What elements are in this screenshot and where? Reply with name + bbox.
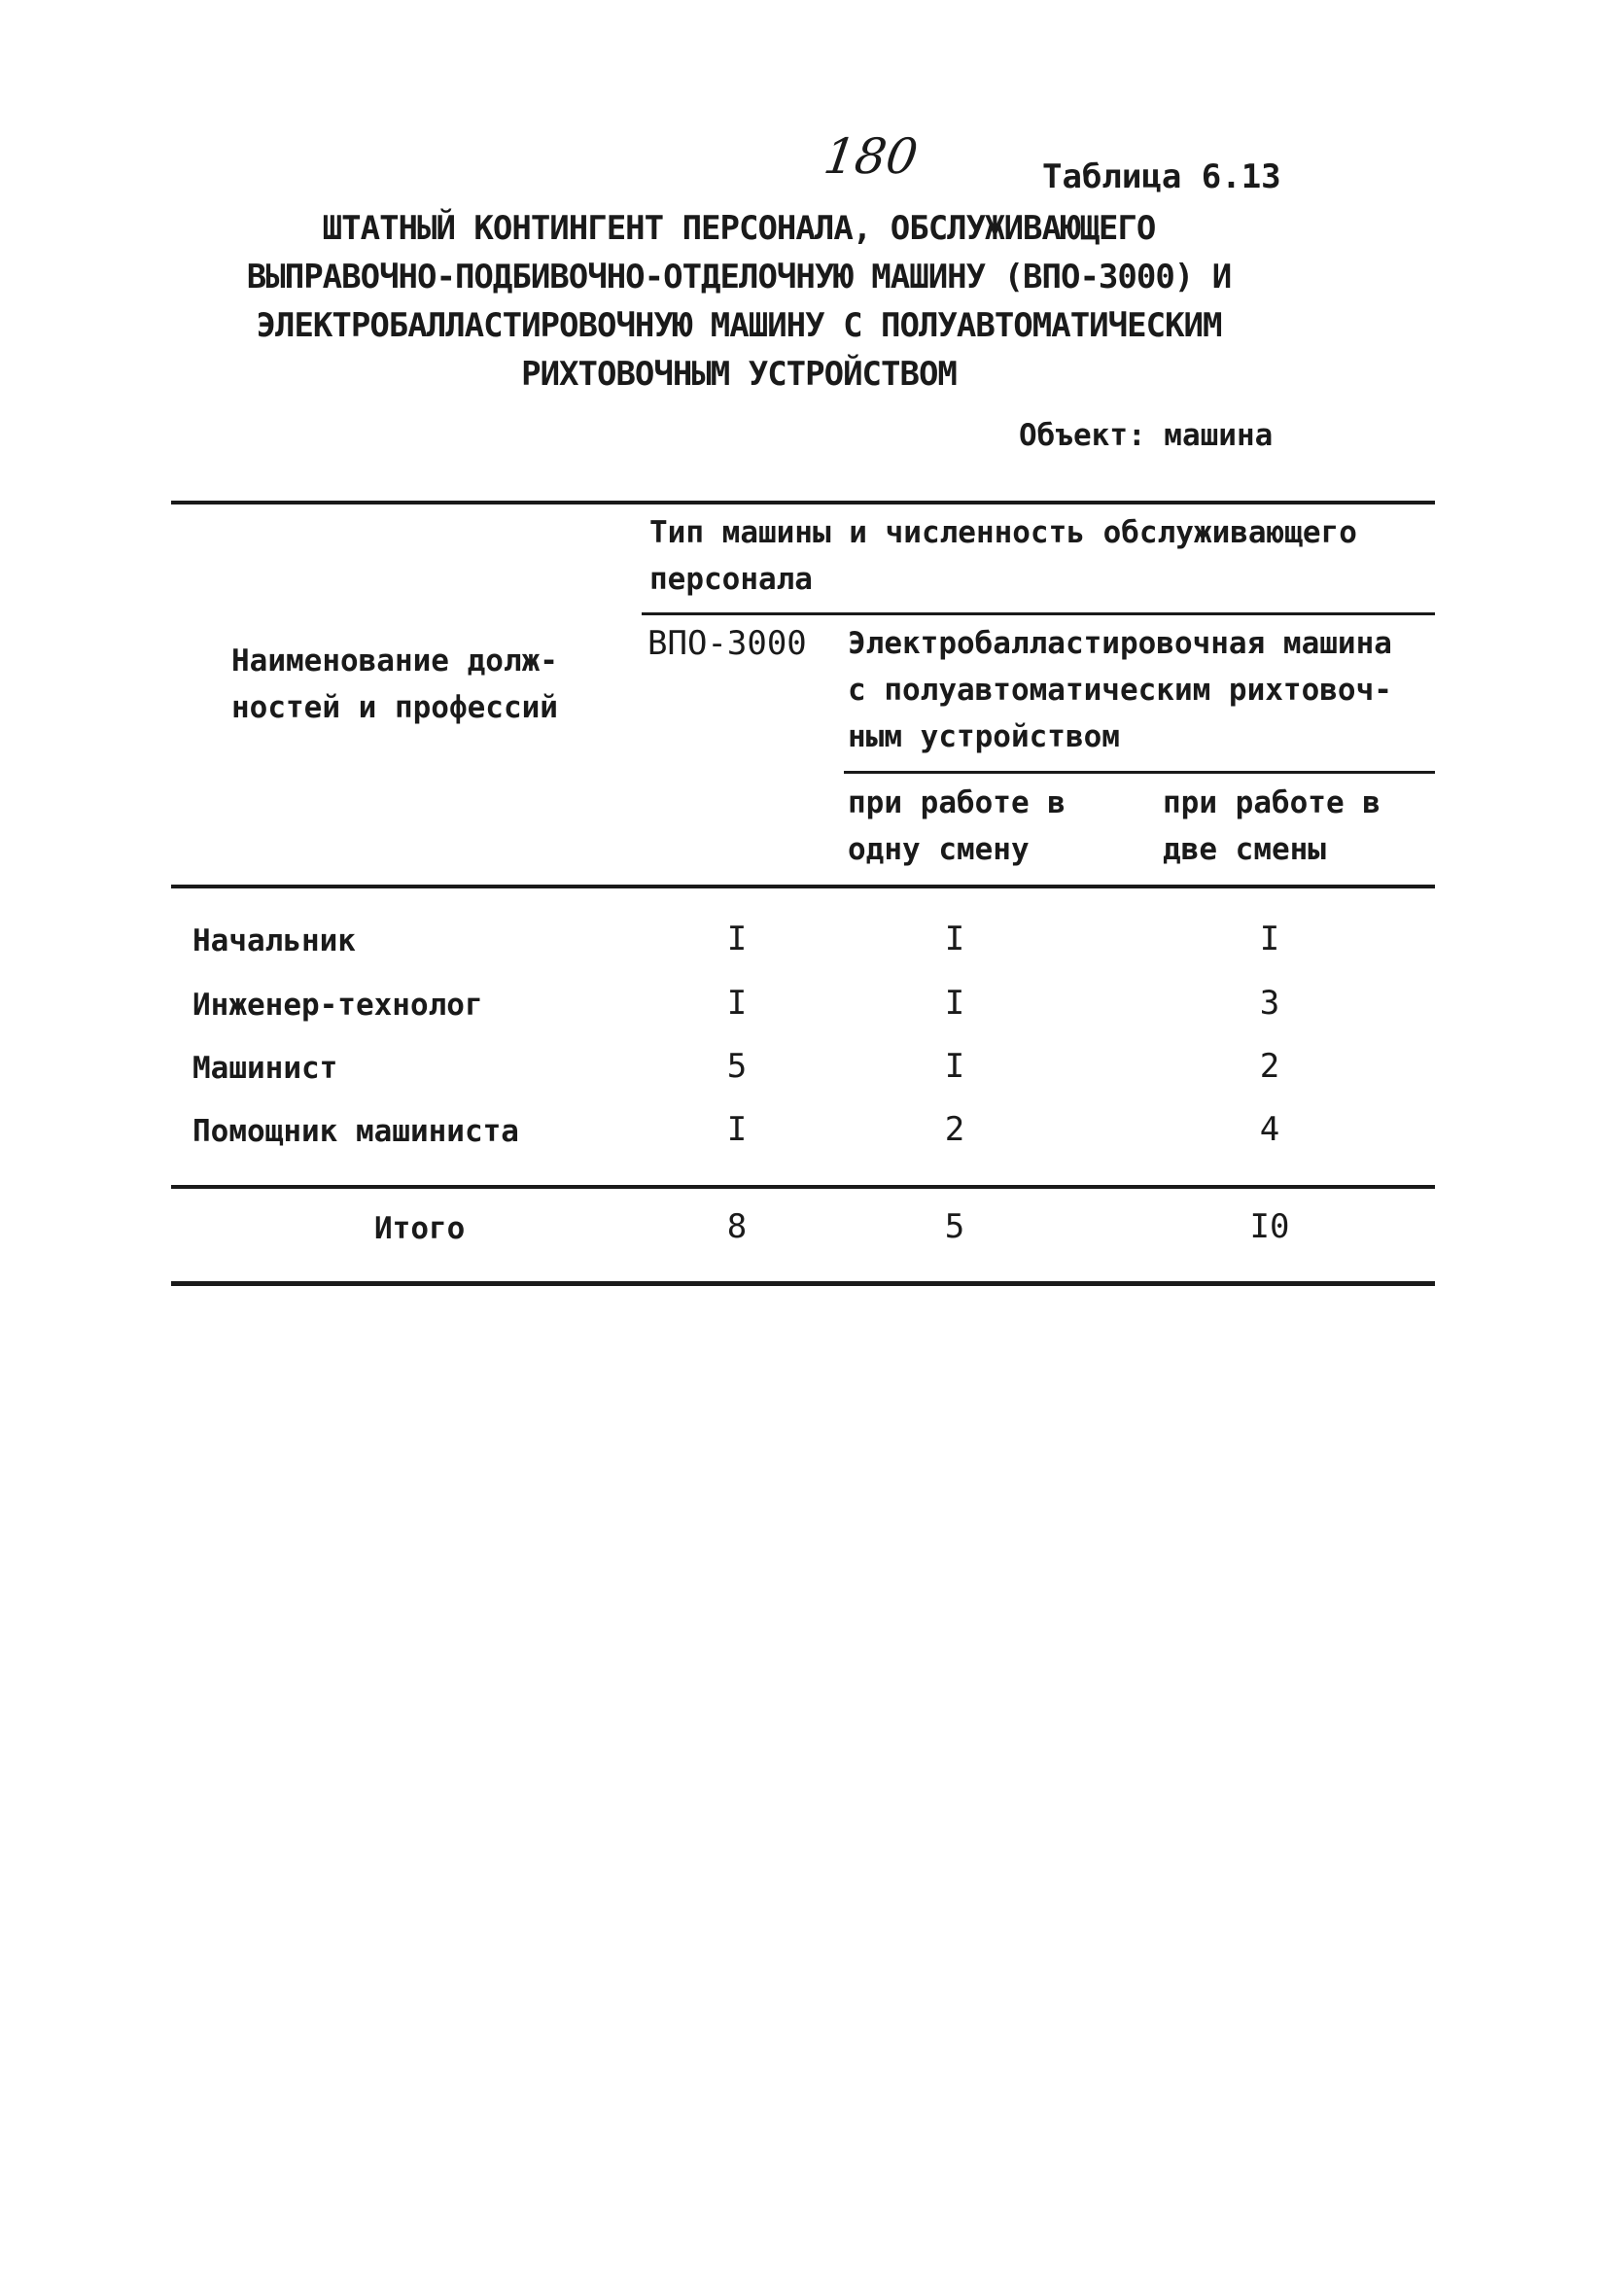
row-one-shift-count: I (944, 1047, 965, 1086)
total-two-shifts-count: I0 (1249, 1207, 1290, 1246)
row-vpo-count: I (726, 984, 748, 1023)
header-two-shifts (1163, 780, 1381, 873)
header-text-line: ностей и профессий (231, 690, 558, 725)
row-vpo-count: I (726, 1110, 748, 1149)
header-bottom-rule (171, 885, 1435, 888)
header-positions-label (231, 638, 558, 731)
total-top-rule (171, 1185, 1435, 1189)
total-vpo-count: 8 (726, 1207, 748, 1246)
header-text-line: Тип машины и численность обслуживающего (649, 515, 1357, 550)
title-line: ШТАТНЫЙ КОНТИНГЕНТ ПЕРСОНАЛА, ОБСЛУЖИВАЮЩЕГО (322, 209, 1156, 248)
header-text-line: при работе в (1163, 785, 1381, 820)
header-text-line: две смены (1163, 832, 1326, 867)
total-label: Итого (374, 1211, 466, 1246)
row-two-shifts-count: 2 (1259, 1047, 1280, 1086)
title-line: РИХТОВОЧНЫМ УСТРОЙСТВОМ (521, 355, 957, 394)
row-position-name: Начальник (192, 923, 356, 958)
header-vpo: ВПО-3000 (647, 624, 807, 663)
header-text-line: при работе в (848, 785, 1066, 820)
header-machine-type (649, 509, 1357, 603)
header-text-line: Электробалластировочная машина (848, 626, 1392, 661)
row-two-shifts-count: 4 (1259, 1110, 1280, 1149)
title-line: ЭЛЕКТРОБАЛЛАСТИРОВОЧНУЮ МАШИНУ С ПОЛУАВТОМАТИЧЕСКИМ (256, 306, 1222, 345)
header-one-shift (848, 780, 1066, 873)
header-rule-ballast (844, 771, 1435, 774)
object-line: Объект: машина (1019, 418, 1274, 453)
table-bottom-rule (171, 1281, 1435, 1286)
total-one-shift-count: 5 (944, 1207, 965, 1246)
row-vpo-count: 5 (726, 1047, 748, 1086)
row-one-shift-count: I (944, 920, 965, 958)
table-label: Таблица 6.13 (1042, 157, 1281, 196)
row-two-shifts-count: I (1259, 920, 1280, 958)
row-one-shift-count: I (944, 984, 965, 1023)
row-vpo-count: I (726, 920, 748, 958)
row-one-shift-count: 2 (944, 1110, 965, 1149)
row-position-name: Помощник машиниста (192, 1114, 519, 1149)
header-text-line: Наименование долж- (231, 644, 558, 678)
row-position-name: Инженер-технолог (192, 988, 483, 1023)
title-line: ВЫПРАВОЧНО-ПОДБИВОЧНО-ОТДЕЛОЧНУЮ МАШИНУ (ВПО-3000) И (246, 258, 1232, 296)
header-text-line: ным устройством (848, 719, 1120, 754)
header-text-line: с полуавтоматическим рихтовоч- (848, 673, 1392, 708)
header-text-line: персонала (649, 562, 813, 597)
table-title (175, 204, 1303, 399)
header-rule-machine-type (642, 612, 1435, 615)
table-top-rule (171, 501, 1435, 504)
row-position-name: Машинист (192, 1051, 338, 1086)
page-number: 180 (820, 128, 922, 185)
header-text-line: одну смену (848, 832, 1030, 867)
row-two-shifts-count: 3 (1259, 984, 1280, 1023)
header-ballast-machine (848, 620, 1392, 760)
